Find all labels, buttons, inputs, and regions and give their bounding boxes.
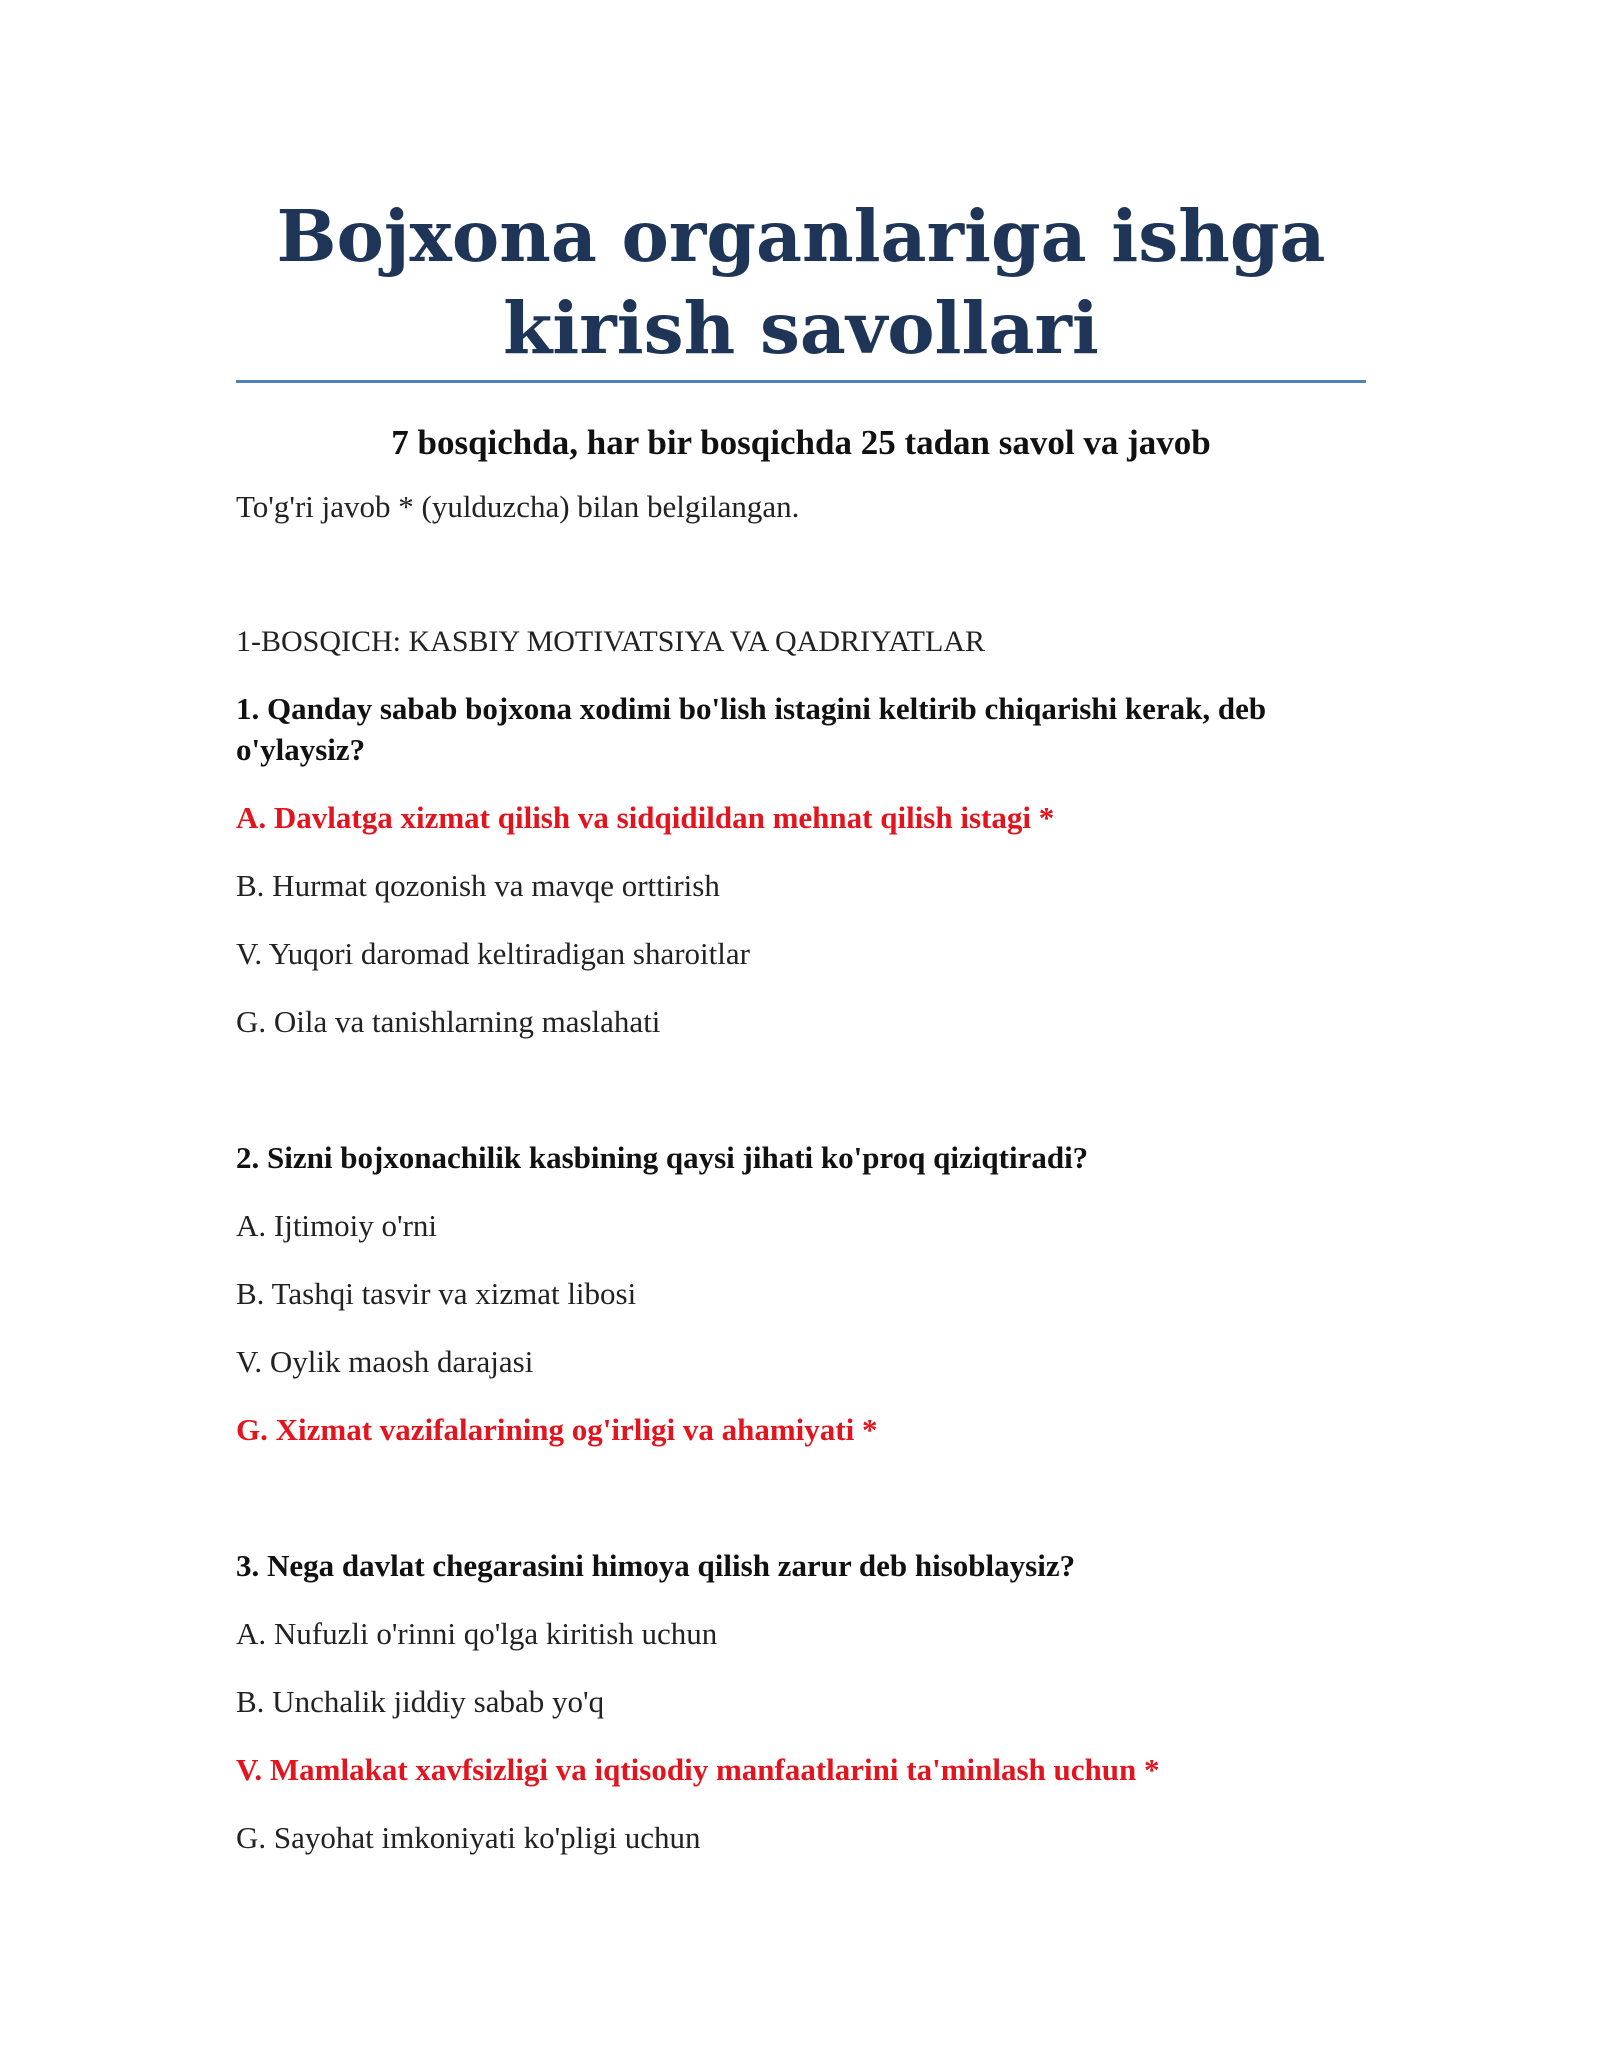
answer-key-note: To'g'ri javob * (yulduzcha) bilan belgilangan. (236, 489, 800, 524)
answer-option: G. Oila va tanishlarning maslahati (236, 1004, 661, 1039)
answer-option: V. Oylik maosh darajasi (236, 1344, 534, 1379)
correct-answer-option: V. Mamlakat xavfsizligi va iqtisodiy manfaatlarini ta'minlash uchun * (236, 1752, 1160, 1787)
answer-option: A. Ijtimoiy o'rni (236, 1208, 438, 1243)
answer-option: G. Sayohat imkoniyati ko'pligi uchun (236, 1820, 701, 1855)
question-text: 2. Sizni bojxonachilik kasbining qaysi jihati ko'proq qiziqtiradi? (236, 1140, 1089, 1175)
question-block (236, 1137, 1366, 1450)
question-block (236, 688, 1366, 1042)
correct-answer-option: G. Xizmat vazifalarining og'irligi va ahamiyati * (236, 1412, 878, 1447)
question-text: 1. Qanday sabab bojxona xodimi bo'lish istagini keltirib chiqarishi kerak, deb o'ylaysiz? (236, 691, 1267, 767)
document-subtitle: 7 bosqichda, har bir bosqichda 25 tadan savol va javob (391, 423, 1211, 462)
answer-option: B. Hurmat qozonish va mavqe orttirish (236, 868, 720, 903)
answer-option: B. Tashqi tasvir va xizmat libosi (236, 1276, 637, 1311)
answer-option: V. Yuqori daromad keltiradigan sharoitlar (236, 936, 750, 971)
document-title: Bojxona organlariga ishga kirish savollari (276, 194, 1326, 370)
answer-option: B. Unchalik jiddiy sabab yo'q (236, 1684, 605, 1719)
stage-heading: 1-BOSQICH: KASBIY MOTIVATSIYA VA QADRIYATLAR (236, 625, 985, 658)
title-divider (236, 380, 1366, 383)
answer-option: A. Nufuzli o'rinni qo'lga kiritish uchun (236, 1616, 718, 1651)
question-text: 3. Nega davlat chegarasini himoya qilish zarur deb hisoblaysiz? (236, 1548, 1076, 1583)
question-block (236, 1545, 1366, 1858)
document-content (236, 190, 1366, 1858)
correct-answer-option: A. Davlatga xizmat qilish va sidqidildan mehnat qilish istagi * (236, 800, 1055, 835)
